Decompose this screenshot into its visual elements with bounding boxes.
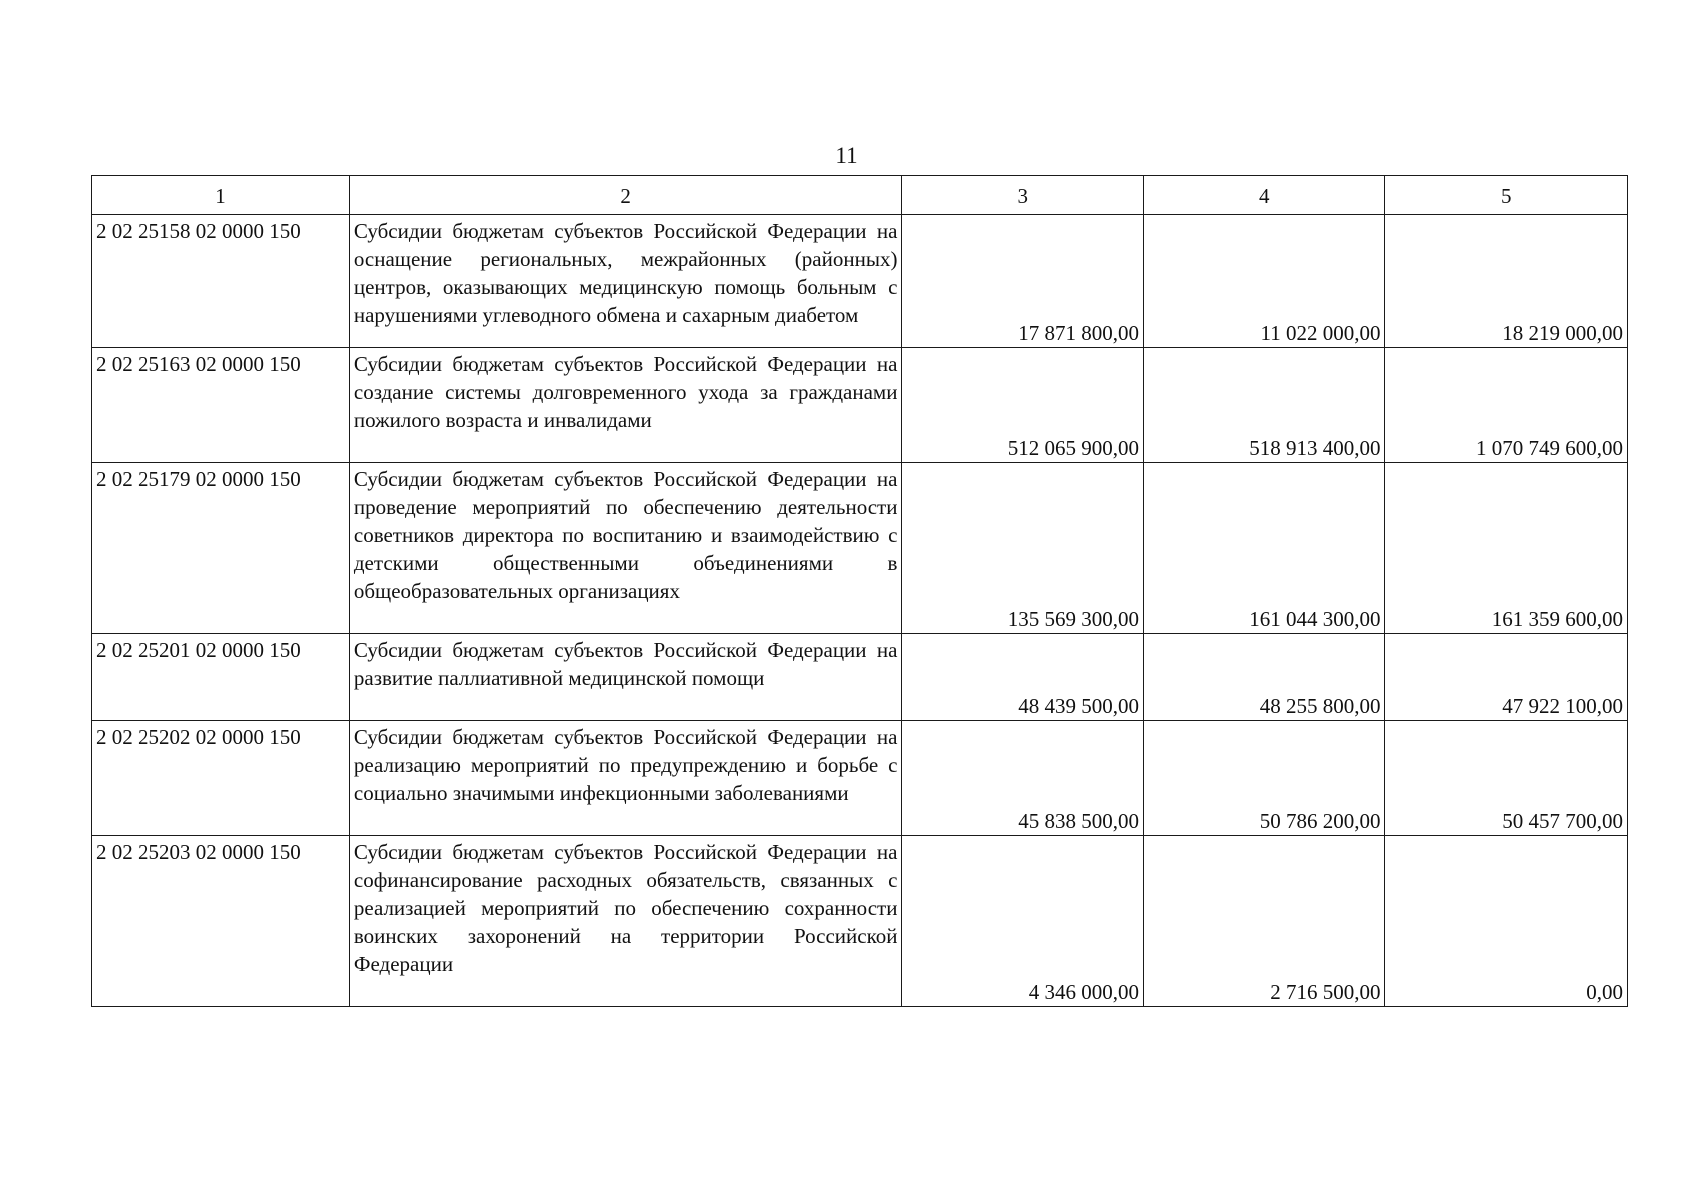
description-cell: Субсидии бюджетам субъектов Российской Федерации на развитие паллиативной медицинской помощи [349,634,902,721]
description-cell: Субсидии бюджетам субъектов Российской Федерации на софинансирование расходных обязательств, связанных с реализацией мероприятий по обеспечению сохранности воинских захоронений на территории Российской Федерации [349,836,902,1007]
amount-col3-cell: 48 439 500,00 [902,634,1144,721]
amount-col3-cell: 45 838 500,00 [902,721,1144,836]
amount-col5-cell: 18 219 000,00 [1385,215,1628,348]
table-row [92,348,1628,463]
amount-col5-cell: 1 070 749 600,00 [1385,348,1628,463]
amount-col4-cell: 11 022 000,00 [1143,215,1385,348]
table-row [92,215,1628,348]
amount-col4-cell: 2 716 500,00 [1143,836,1385,1007]
amount-col5-cell: 161 359 600,00 [1385,463,1628,634]
amount-col5-cell: 0,00 [1385,836,1628,1007]
budget-code-cell: 2 02 25203 02 0000 150 [92,836,350,1007]
header-cell-2: 2 [349,176,902,215]
amount-col3-cell: 4 346 000,00 [902,836,1144,1007]
header-cell-3: 3 [902,176,1144,215]
budget-code-cell: 2 02 25202 02 0000 150 [92,721,350,836]
description-cell: Субсидии бюджетам субъектов Российской Федерации на реализацию мероприятий по предупреждению и борьбе с социально значимыми инфекционными заболеваниями [349,721,902,836]
budget-table [91,175,1628,1007]
description-cell: Субсидии бюджетам субъектов Российской Федерации на оснащение региональных, межрайонных (районных) центров, оказывающих медицинскую помощь больным с нарушениями углеводного обмена и сахарным диабетом [349,215,902,348]
table-row [92,836,1628,1007]
header-cell-1: 1 [92,176,350,215]
amount-col5-cell: 50 457 700,00 [1385,721,1628,836]
amount-col4-cell: 518 913 400,00 [1143,348,1385,463]
budget-code-cell: 2 02 25201 02 0000 150 [92,634,350,721]
amount-col5-cell: 47 922 100,00 [1385,634,1628,721]
description-cell: Субсидии бюджетам субъектов Российской Федерации на создание системы долговременного ухода за гражданами пожилого возраста и инвалидами [349,348,902,463]
budget-code-cell: 2 02 25158 02 0000 150 [92,215,350,348]
amount-col3-cell: 135 569 300,00 [902,463,1144,634]
table-row [92,634,1628,721]
amount-col3-cell: 17 871 800,00 [902,215,1144,348]
description-cell: Субсидии бюджетам субъектов Российской Федерации на проведение мероприятий по обеспечению деятельности советников директора по воспитанию и взаимодействию с детскими общественными объединениями в общеобразовательных организациях [349,463,902,634]
header-cell-5: 5 [1385,176,1628,215]
header-cell-4: 4 [1143,176,1385,215]
header-row [92,176,1628,215]
table-row [92,463,1628,634]
amount-col3-cell: 512 065 900,00 [902,348,1144,463]
amount-col4-cell: 161 044 300,00 [1143,463,1385,634]
page-number: 11 [835,143,858,168]
budget-code-cell: 2 02 25163 02 0000 150 [92,348,350,463]
amount-col4-cell: 50 786 200,00 [1143,721,1385,836]
amount-col4-cell: 48 255 800,00 [1143,634,1385,721]
budget-code-cell: 2 02 25179 02 0000 150 [92,463,350,634]
table-row [92,721,1628,836]
